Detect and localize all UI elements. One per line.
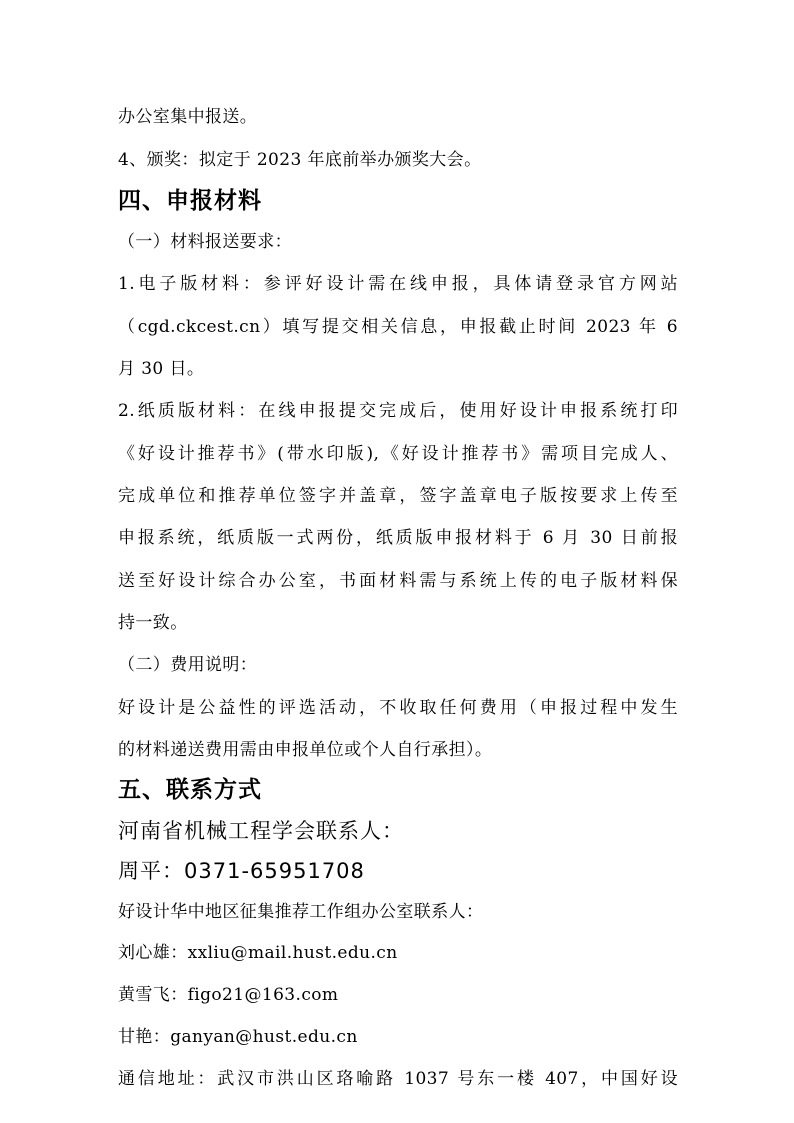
mailing-address-line: 通信地址：武汉市洪山区珞喻路 1037 号东一楼 407，中国好设 [118, 1069, 678, 1089]
subsection-heading: （一）材料报送要求： [118, 232, 292, 252]
text-line: 月 30 日。 [118, 359, 205, 379]
section-heading-contact: 五、联系方式 [118, 777, 262, 803]
contact-org-label: 河南省机械工程学会联系人： [118, 819, 404, 843]
section-heading-application-materials: 四、申报材料 [118, 188, 262, 214]
text-line: 申报系统，纸质版一式两份，纸质版申报材料于 6 月 30 日前报 [118, 528, 678, 548]
contact-person-phone: 周平：0371-65951708 [118, 859, 365, 883]
contact-email-line: 黄雪飞：figo21@163.com [118, 985, 339, 1005]
text-line: 《好设计推荐书》(带水印版),《好设计推荐书》需项目完成人、 [118, 444, 678, 464]
text-line: 的材料递送费用需由申报单位或个人自行承担）。 [118, 740, 493, 760]
contact-email-line: 甘艳：ganyan@hust.edu.cn [118, 1027, 358, 1047]
text-line: 好设计是公益性的评选活动，不收取任何费用（申报过程中发生 [118, 698, 678, 718]
text-line: （cgd.ckcest.cn）填写提交相关信息，申报截止时间 2023 年 6 [118, 317, 678, 337]
text-line: 送至好设计综合办公室，书面材料需与系统上传的电子版材料保 [118, 571, 678, 591]
text-line: 办公室集中报送。 [118, 107, 258, 127]
subsection-heading: （二）费用说明： [118, 655, 258, 675]
text-line: 4、颁奖：拟定于 2023 年底前举办颁奖大会。 [118, 150, 482, 170]
contact-email-line: 刘心雄：xxliu@mail.hust.edu.cn [118, 943, 398, 963]
text-line: 好设计华中地区征集推荐工作组办公室联系人： [118, 902, 484, 922]
text-line: 持一致。 [118, 613, 188, 633]
text-line: 2.纸质版材料：在线申报提交完成后，使用好设计申报系统打印 [118, 401, 678, 421]
text-line: 1.电子版材料：参评好设计需在线申报，具体请登录官方网站 [118, 274, 678, 294]
text-line: 完成单位和推荐单位签字并盖章，签字盖章电子版按要求上传至 [118, 486, 678, 506]
